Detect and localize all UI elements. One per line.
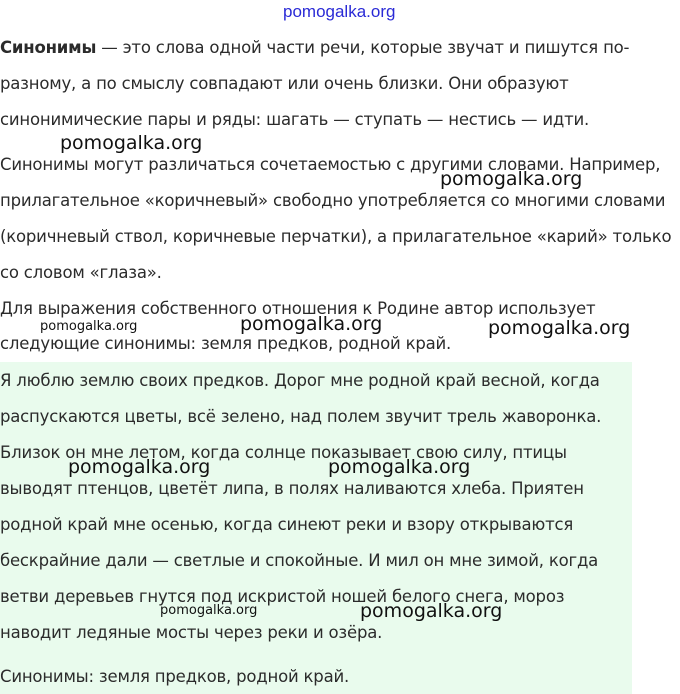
answer-line-7: ветви деревьев гнутся под искристой ношей белого снега, мороз	[0, 587, 565, 606]
answer-line-6: бескрайние дали — светлые и спокойные. И мил он мне зимой, когда	[0, 551, 599, 570]
watermark-2: pomogalka.org	[440, 168, 583, 190]
answer-line-5: родной край мне осенью, когда синеют реки и взору открываются	[0, 515, 574, 534]
watermark-3: pomogalka.org	[40, 319, 138, 334]
term-synonyms: Синонимы	[0, 38, 97, 57]
paragraph-1-line-3: синонимические пары и ряды: шагать — ступать — нестись — идти.	[0, 110, 590, 129]
paragraph-2-line-1: Синонимы могут различаться сочетаемостью с другими словами. Например,	[0, 155, 661, 174]
paragraph-3-line-1: Для выражения собственного отношения к Родине автор использует	[0, 299, 596, 318]
paragraph-1-line-1	[0, 38, 629, 57]
answer-line-8: наводит ледяные мосты через реки и озёра.	[0, 623, 383, 642]
paragraph-3-line-2: следующие синонимы: земля предков, родной край.	[0, 334, 452, 353]
watermark-9: pomogalka.org	[360, 600, 503, 622]
paragraph-1-line-2: разному, а по смыслу совпадают или очень близки. Они образуют	[0, 74, 569, 93]
definition-text: — это слова одной части речи, которые звучат и пишутся по-	[96, 38, 630, 57]
paragraph-2-line-3: (коричневый ствол, коричневые перчатки), а прилагательное «карий» только	[0, 227, 672, 246]
watermark-6: pomogalka.org	[68, 456, 211, 478]
watermark-7: pomogalka.org	[328, 456, 471, 478]
paragraph-2-line-4: со словом «глаза».	[0, 263, 162, 282]
watermark-8: pomogalka.org	[160, 603, 258, 618]
watermark-top: pomogalka.org	[283, 2, 396, 21]
answer-line-2: распускаются цветы, всё зелено, над полем звучит трель жаворонка.	[0, 407, 602, 426]
watermark-1: pomogalka.org	[60, 132, 203, 154]
watermark-5: pomogalka.org	[488, 317, 631, 339]
answer-line-1: Я люблю землю своих предков. Дорог мне родной край весной, когда	[0, 371, 600, 390]
answer-summary: Синонимы: земля предков, родной край.	[0, 667, 350, 686]
watermark-4: pomogalka.org	[240, 313, 383, 335]
answer-line-3: Близок он мне летом, когда солнце показывает свою силу, птицы	[0, 443, 567, 462]
paragraph-2-line-2: прилагательное «коричневый» свободно употребляется со многими словами	[0, 191, 666, 210]
answer-line-4: выводят птенцов, цветёт липа, в полях наливаются хлеба. Приятен	[0, 479, 584, 498]
